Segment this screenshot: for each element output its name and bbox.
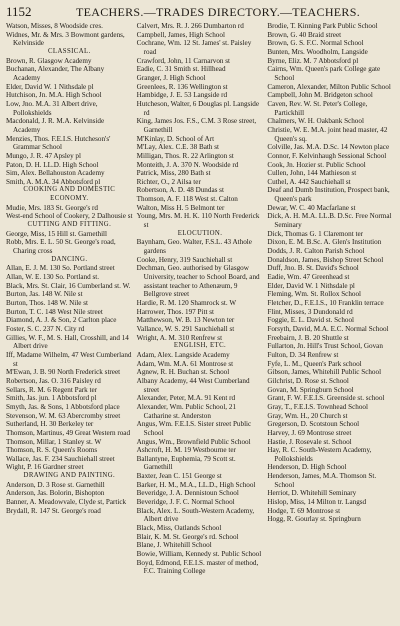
directory-entry: Flint, Misses, 3 Dundonald rd [267, 307, 353, 316]
directory-entry: Smyth, Jas. & Sons, 1 Abbotsford place [6, 402, 120, 411]
directory-entry: Robertson, Jas. O. 316 Paisley rd [6, 376, 101, 385]
directory-entry: Henderson, D. High School [267, 463, 347, 472]
directory-entry: Dewar, W. C. 40 Macfarlane st [267, 203, 356, 212]
directory-entry: Wight, P. 16 Gardner street [6, 463, 84, 472]
directory-entry: Walton, Miss H. 5 Belmont ter [136, 203, 225, 212]
column-2 [137, 22, 264, 576]
directory-entry: Christie, W. E. M.A. joint head master, 42 Queen's sq. [267, 125, 388, 143]
directory-entry: Thomson, Millar, 1 Stanley st. W [6, 437, 102, 446]
directory-entry: Anderson, D. 3 Rose st. Garnethill [6, 480, 105, 489]
directory-entry: Hogg, R. Gourlay st. Springburn [267, 515, 361, 524]
directory-entry: Cuthel, A. 442 Sauchiehall st [267, 177, 351, 186]
directory-entry: Gillies, W. F., M. S. Hall, Crosshill, and 14 Albert drive [6, 333, 129, 351]
column-1 [6, 22, 133, 576]
directory-entry: Hislop, Miss, 14 Milton tr. Langsd [267, 498, 367, 507]
directory-entry: Gilchrist, D. Rose st. School [267, 376, 349, 385]
directory-entry: Fleming, Wm. St. Rollox School [267, 290, 362, 299]
directory-entry: Buchanan, Alexander, The Albany Academy [6, 65, 105, 82]
directory-entry: Anderson, Jas. Bolorin, Bishopton [6, 489, 105, 498]
directory-entry: Smith, Jas. jun. 1 Abbotsford pl [6, 394, 97, 403]
directory-entry: Cairns, Wm. Queen's park College gate School [267, 65, 381, 82]
directory-entry: Stevenson, W. M. 63 Abercromby street [6, 411, 121, 420]
directory-entry: Hastie, J. Rosevale st. School [267, 437, 352, 446]
directory-entry: Eadie, C. 31 Smith st. Hillhead [136, 65, 226, 74]
directory-entry: Eadie, Wm. 47 Greenhead st [267, 273, 350, 282]
directory-entry: Hodge, T. 69 Montrose st [267, 506, 341, 515]
directory-entry: Baxter, Jean C. 151 George st [136, 472, 222, 481]
directory-entry: Thomson, A. F. 118 West st. Calton [136, 195, 238, 204]
directory-entry: Cochrane, Wm. 12 St. James' st. Paisley road [136, 39, 252, 56]
directory-entry: Adam, Alex. Langside Academy [136, 350, 230, 359]
directory-entry: Barker, H. M., M.A., LL.D., High School [136, 480, 256, 489]
section-heading: CLASSICAL. [47, 47, 91, 55]
directory-entry: Gray, T., F.E.I.S. Townhead School [267, 402, 368, 411]
directory-entry: Wright, A. M. 310 Renfrew st [136, 333, 223, 342]
directory-entry: Hutcheson, Walter, 6 Douglas pl. Langside rd [136, 99, 260, 117]
directory-entry: Robertson, A. D. 48 Dundas st [136, 186, 224, 195]
directory-entry: Sutherland, H. 30 Berkeley ter [6, 420, 94, 429]
directory-entry: Diamond, A. J. & Son, 2 Carlton place [6, 316, 117, 325]
directory-entry: Fulton, D. 34 Renfrew st [267, 350, 339, 359]
directory-entry: Thomson, R. S. Queen's Rooms [6, 446, 98, 455]
directory-entry: Mudie, Mrs. 183 St. George's rd [6, 203, 98, 212]
directory-entry: Paton, D. H. LL.D. High School [6, 160, 99, 169]
directory-entry: Harvey, J. 69 Montrose street [267, 428, 352, 437]
directory-entry: Elder, David W. 1 Nithsdale pl [6, 82, 94, 91]
directory-entry: Albany Academy, 44 West Cumberland street [136, 376, 250, 394]
directory-entry: Deaf and Dumb Institution, Prospect bank, Queen's park [267, 186, 390, 204]
directory-entry: Campbell, John M. Bridgeton school [267, 91, 373, 100]
directory-entry: Agnew, R. H. Buchan st. School [136, 368, 230, 377]
section-heading: DANCING. [51, 255, 88, 263]
directory-entry: Cullen, John, 144 Mathieson st [267, 169, 357, 178]
directory-entry: Colville, Jas. M.A. D.Sc. 14 Newton place [267, 143, 390, 152]
directory-entry: Burton, Jas. 148 W. Nile st [6, 290, 83, 299]
directory-entry: Richter, O., 2 Ailsa ter [136, 177, 201, 186]
directory-entry: Bunten, Mrs. Woodholm, Langside [267, 47, 368, 56]
section-heading: COOKING AND DOMESTIC ECONOMY. [23, 186, 116, 203]
directory-entry: Dick, A. H. M.A. LL.B. D.Sc. Free Normal Seminary [267, 212, 392, 230]
directory-entry: Chalmers, W. H. Oakbank School [267, 117, 364, 126]
directory-entry: M'Ewan, J. B. 90 North Frederick street [6, 368, 121, 377]
directory-entry: Black, Miss, Oatlands School [136, 524, 222, 533]
directory-entry: Gregerson, D. Scotstoun School [267, 420, 360, 429]
directory-entry: M'Kinlay, D. School of Art [136, 134, 215, 143]
directory-entry: Widnes, Mr. & Mrs. 3 Bowmont gardens, Kelvinside [6, 30, 125, 48]
directory-entry: Brown, G. S. F.C. Normal School [267, 39, 364, 48]
directory-entry: Cooke, Henry, 319 Sauchiehall st [136, 255, 233, 264]
directory-entry: Govan, M. Springburn School [267, 385, 354, 394]
directory-entry: Gibson, James, Whitehill Public School [267, 368, 382, 377]
directory-entry: Matthewson, W. B. 13 Newton ter [136, 316, 235, 325]
directory-entry: Vallance, W. S. 291 Sauchiehall st [136, 324, 235, 333]
directory-entry: Dixon, E. M. B.Sc. A. Glen's Institution [267, 238, 382, 247]
directory-entry: Duff, Jno. B. St. David's School [267, 264, 359, 273]
directory-entry: Young, Mrs. M. H. K. 110 North Frederick st [136, 212, 260, 230]
directory-entry: Cook, Jn. Hozier st. Public School [267, 160, 366, 169]
directory-entry: Brodie, T. Kinning Park Public School [267, 22, 378, 30]
directory-entry: West-end School of Cookery, 2 Dalhousie st [6, 212, 133, 221]
directory-entry: Calvert, Mrs. R. J. 266 Dumbarton rd [136, 22, 244, 30]
section-heading: ELOCUTION. [177, 229, 223, 237]
directory-entry: Hutchison, Jn. M.A. High School [6, 91, 102, 100]
directory-entry: Greenlees, R. 136 Wellington st [136, 82, 228, 91]
directory-entry: Adam, Wm. M.A. 61 Montrose st [136, 359, 234, 368]
directory-entry: Allan, E. J. M. 130 So. Portland street [6, 264, 115, 273]
directory-entry: Grant, F. W. F.E.I.S. Greenside st. school [267, 394, 385, 403]
directory-entry: Crawford, John, 11 Carnarvon st [136, 56, 231, 65]
directory-entry: Macdonald, J. R. M.A. Kelvinside Academy [6, 117, 105, 134]
page-header [6, 5, 394, 19]
page-number: 1152 [6, 4, 32, 19]
page-title: TEACHERS.—TRADES DIRECTORY.—TEACHERS. [75, 5, 361, 19]
directory-entry: Forsyth, David, M.A. E.C. Normal School [267, 324, 389, 333]
directory-entry: Ballantyne, Euphemia, 79 Scott st. Garnethill [136, 454, 236, 472]
directory-entry: King, James Jos. F.S., C.M. 3 Rose street, Garnethill [136, 117, 257, 134]
directory-entry: Brydall, R. 147 St. George's road [6, 506, 101, 515]
directory-entry: Campbell, James, High School [136, 30, 225, 39]
directory-entry: Smith, A. M.A. 34 Abbotsford pl [6, 177, 101, 186]
directory-entry: Sellars, R. M. 6 Regent Park ter [6, 385, 98, 394]
section-heading: DRAWING AND PAINTING. [23, 472, 116, 480]
directory-entry: Brown, R. Glasgow Academy [6, 56, 92, 65]
directory-entry: Low, Jno. M.A. 31 Albert drive, Pollokshields [6, 99, 98, 117]
directory-entry: Hardie, R. M. 120 Shamrock st. W [136, 299, 237, 307]
directory-entry: Byrne, Eliz. M. 7 Abbotsford pl [267, 56, 359, 65]
column-3 [267, 22, 394, 576]
directory-entry: Burton, T. C. 148 West Nile street [6, 307, 103, 316]
directory-entry: Dick, Thomas G. 1 Claremont ter [267, 229, 363, 238]
directory-entry: Hambidge, J. E. 53 Langside rd [136, 91, 228, 100]
directory-entry: Milligan, Thos. R. 22 Arlington st [136, 151, 234, 160]
directory-entry: Dodds, J. R. Calton Parish School [267, 247, 365, 256]
directory-entry: Harrower, Thos. 197 Pitt st [136, 307, 215, 316]
directory-entry: Thomson, Martinus, 49 Great Western road [6, 428, 131, 437]
directory-entry: Fullarton, Jn. Hill's Trust School, Govan [267, 342, 383, 351]
directory-entry: Blair, K. M. St. George's rd. School [136, 532, 239, 541]
directory-entry: M'Lay, Alex. C.E. 38 Bath st [136, 143, 220, 152]
directory-entry: Elder, David W. 1 Nithsdale pl [267, 281, 355, 290]
directory-entry: Foggie, E. L. David st. School [267, 316, 355, 325]
directory-entry: Mungo, J. R. 47 Apsley pl [6, 151, 81, 160]
directory-entry: Beveridge, J. A. Dennistoun School [136, 489, 239, 498]
directory-entry: Blane, J. Whitehill School [136, 541, 212, 550]
directory-entry: Connor, F. Kelvinhaugh Sessional School [267, 151, 387, 160]
directory-entry: Banner, A. Meadowvale, Clyde st, Partick [6, 498, 127, 507]
directory-entry: Black, Alex. L. South-Western Academy, Albert drive [136, 506, 255, 524]
directory-entry: Beveridge, J. F. C. Normal School [136, 498, 235, 507]
directory-entry: Baynham, Geo. Walter, F.S.L. 43 Athole gardens [136, 238, 252, 256]
directory-entry: Allan, W. E. 130 So. Portland st. [6, 273, 100, 282]
directory-entry: Bowie, William, Kennedy st. Public School [136, 550, 262, 559]
directory-entry: Watson, Misses, 8 Woodside cres. [6, 22, 103, 30]
directory-entry: Alexander, Wm. Public School, 21 Catharine st. Anderston [136, 402, 237, 420]
directory-entry: Sim, Alex. Bellahouston Academy [6, 169, 105, 178]
directory-entry: Dechman, Geo. authorised by Glasgow University, teacher to School Board, and assistant teacher to Athenæum, 9 Bellgrove street [136, 264, 260, 299]
directory-entry: Granger, J. High School [136, 73, 206, 82]
directory-entry: Brown, G. 40 Braid street [267, 30, 342, 39]
directory-entry: Freebairn, J. B. 20 Shuttle st [267, 333, 349, 342]
directory-entry: Henderson, James, M.A. Thomson St. School [267, 472, 377, 489]
directory-entry: George, Miss, 15 Hill st. Garnethill [6, 229, 108, 238]
directory-entry: Iff, Madame Wilhelm, 47 West Cumberland st [6, 350, 132, 368]
directory-entry: Patrick, Miss, 280 Bath st [136, 169, 211, 178]
directory-entry: Angus, Wm. F.E.I.S. Sister street Public School [136, 420, 252, 437]
directory-entry: Robb, Mrs. E. L. 50 St. George's road, Charing cross [6, 238, 116, 256]
directory-entry: Cameron, Alexander, Milton Public School [267, 82, 391, 91]
directory-entry: Donaldson, James, Bishop Street School [267, 255, 384, 264]
directory-entry: Ashcroft, H. M. 19 Westbourne ter [136, 446, 236, 455]
section-heading: ENGLISH, ETC. [173, 342, 227, 350]
directory-entry: Caven, Rev. W. St. Peter's College, Partickhill [267, 99, 368, 117]
directory-entry: Fletcher, D., F.E.I.S., 10 Franklin terrace [267, 299, 384, 307]
directory-entry: Hay, R. C. South-Western Academy, Pollokshields [267, 446, 372, 463]
directory-entry: Angus, Wm., Brownfield Public School [136, 437, 251, 446]
directory-entry: Wallace, Jas. F. 234 Sauchiehall street [6, 454, 115, 463]
directory-entry: Boyd, Edmond, F.E.I.S. master of method, F.C. Training College [136, 558, 259, 576]
directory-entry: Monteith, J. A. 370 N. Woodside rd [136, 160, 239, 169]
section-heading: CUTTING AND FITTING. [27, 221, 112, 229]
directory-entry: Black, Mrs. St. Clair, 16 Cumberland st. W. [6, 281, 131, 290]
directory-entry: Menzies, Thos. F.E.I.S. Hutcheson's' Grammar School [6, 134, 111, 152]
directory-entry: Fyfe, L. M., Queen's Park school [267, 359, 362, 368]
directory-entry: Burton, Thos. 148 W. Nile st [6, 299, 88, 307]
directory-columns [6, 22, 394, 576]
directory-entry: Foster, S. C. 237 N. City rd [6, 324, 85, 333]
directory-entry: Herriot, D. Whitehill Seminary [267, 489, 357, 498]
directory-entry: Alexander, Peter, M.A. 91 Kent rd [136, 394, 236, 403]
directory-entry: Gray, Wm. H., 20 Church st [267, 411, 348, 420]
